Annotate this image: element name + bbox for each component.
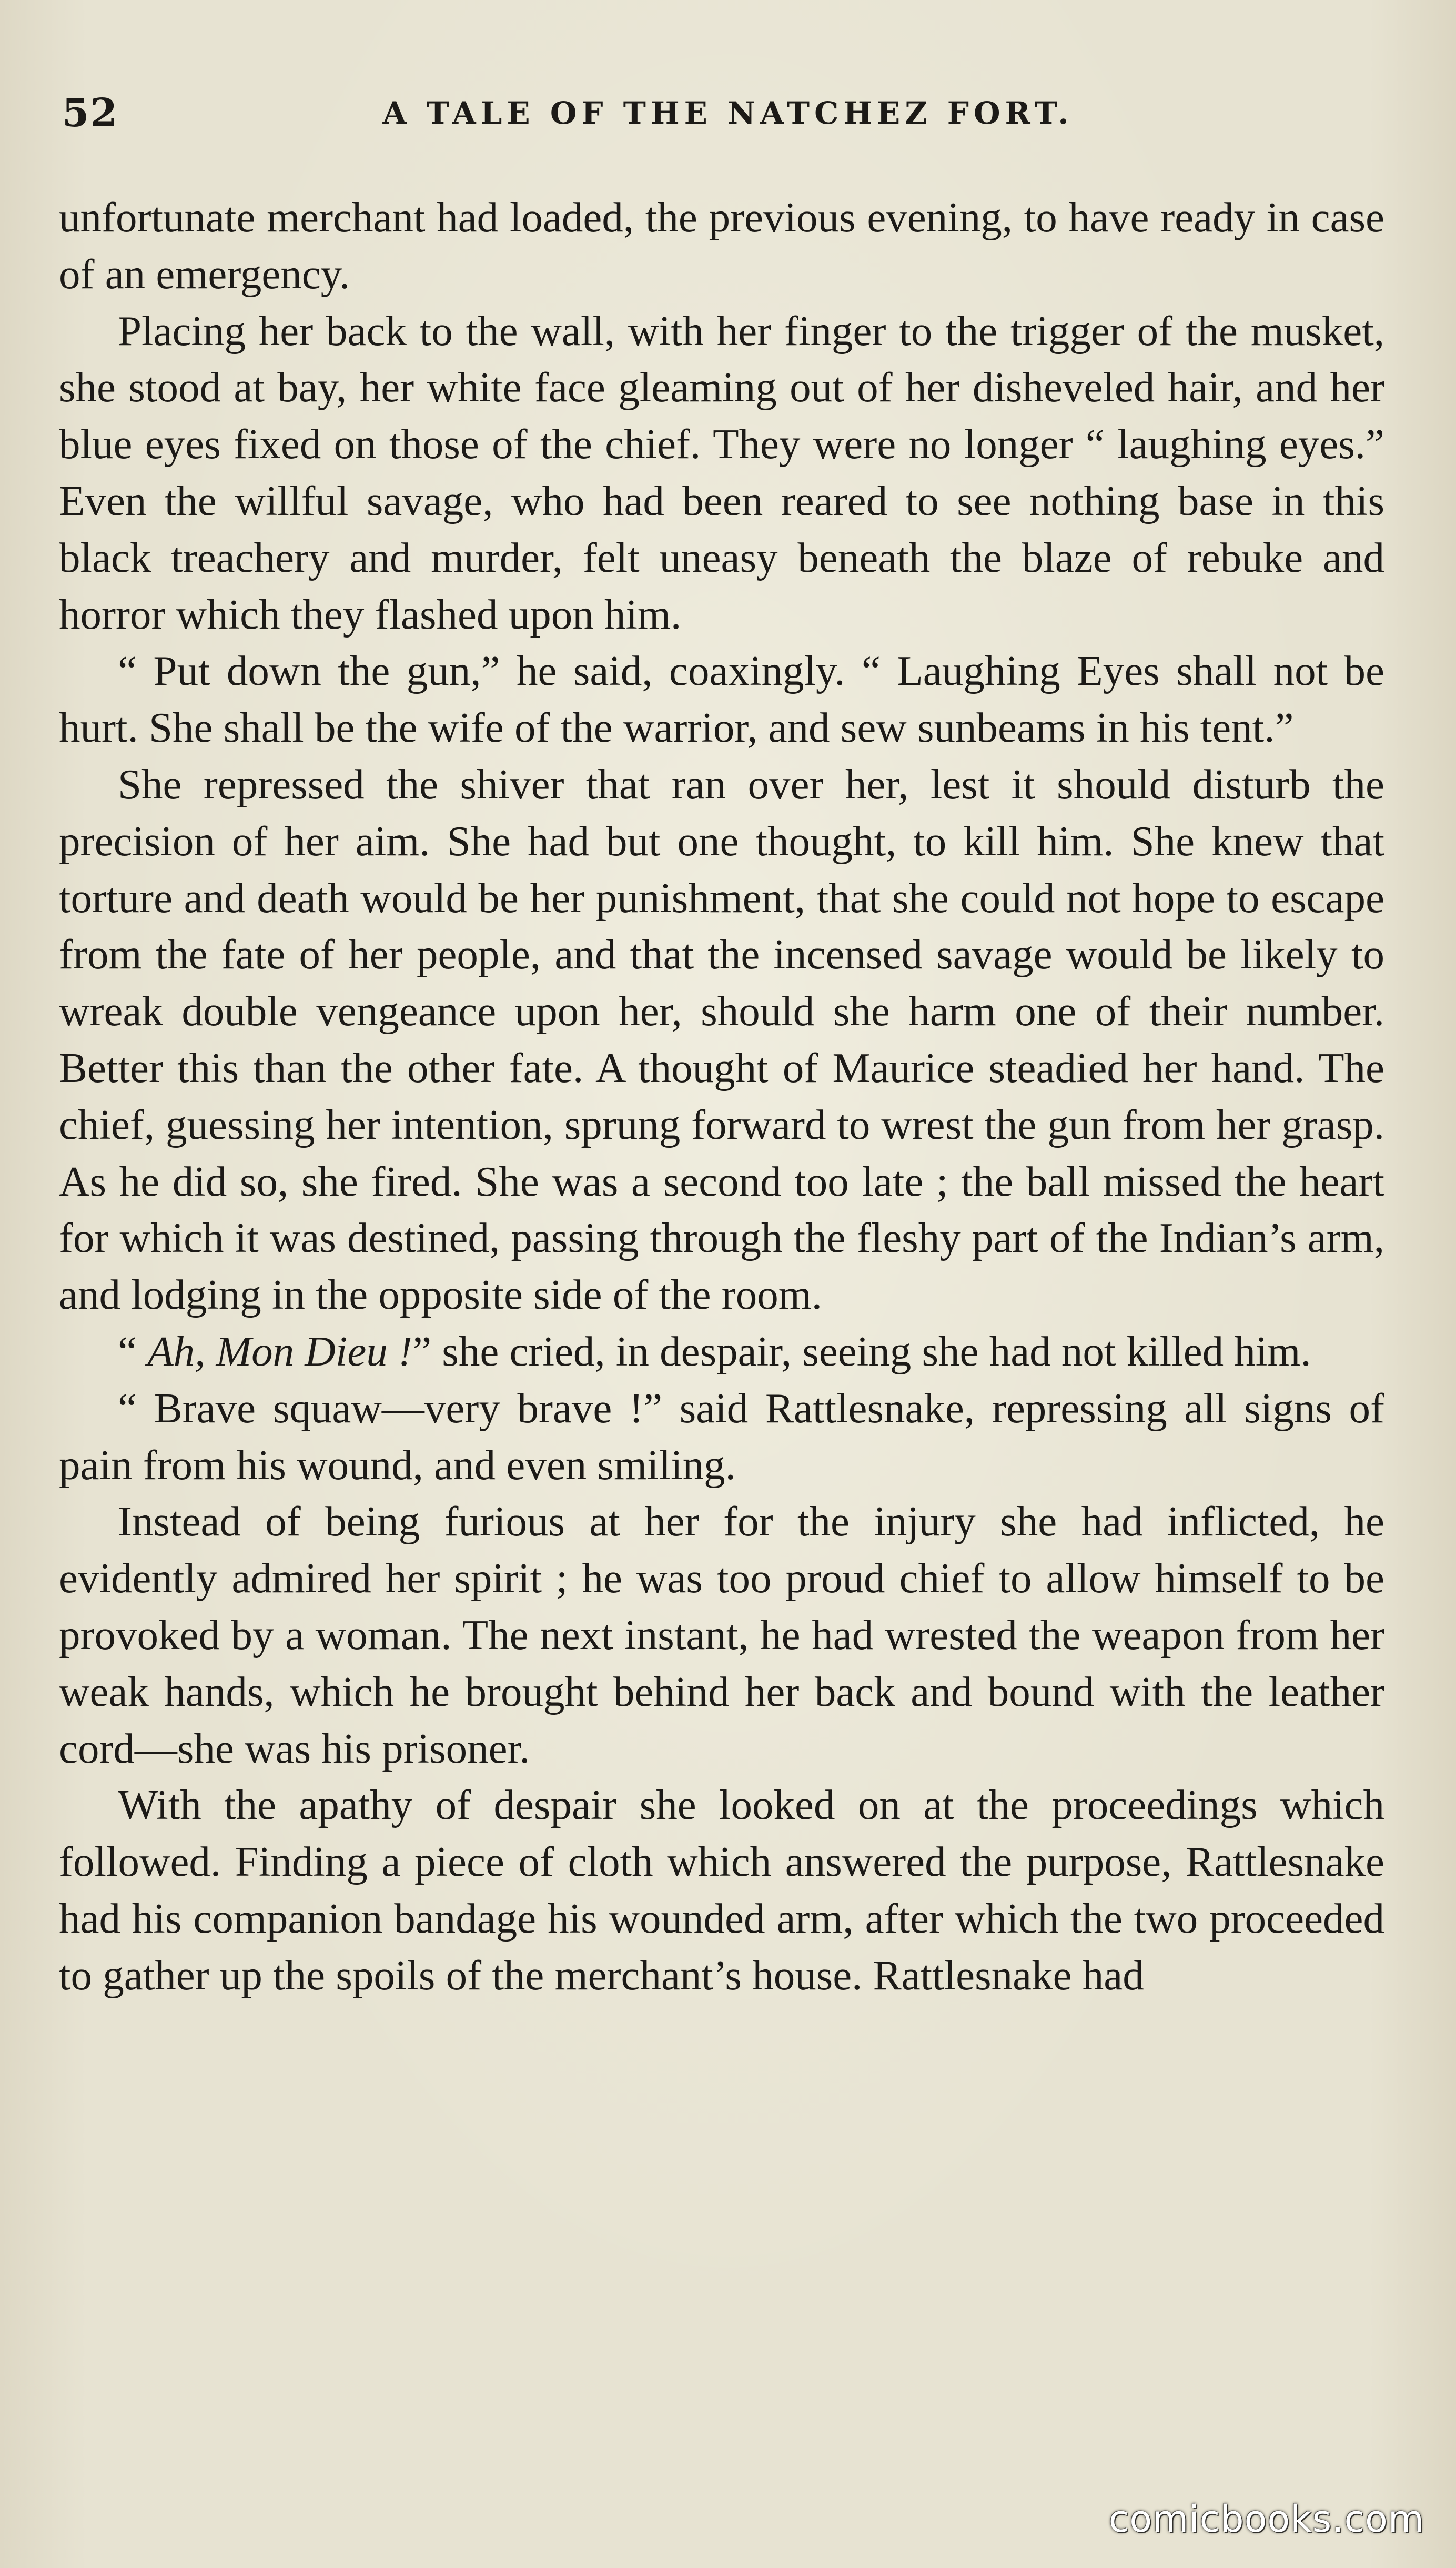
paragraph-continued: unfortunate merchant had loaded, the previous evening, to have ready in case of an emergency. (59, 194, 1384, 298)
paragraph (59, 1323, 1384, 1380)
paragraph: With the apathy of despair she looked on at the proceedings which followed. Finding a piece of cloth which answered the purpose, Rattlesnake had his companion bandage his wounded arm, after which the two proceeded to gather up the spoils of the merchant’s house. Rattlesnake had (59, 1781, 1384, 1999)
paragraph: Instead of being furious at her for the injury she had inflicted, he evidently admired her spirit ; he was too proud chief to allow himself to be provoked by a woman. The next instant, he had wrested the weapon from her weak hands, which he brought behind her back and bound with the leather cord—she was his prisoner. (59, 1498, 1384, 1772)
paragraph-rest: ” she cried, in despair, seeing she had not killed him. (412, 1327, 1311, 1375)
body-text (59, 189, 1384, 2004)
exclamation-italic: Ah, Mon Dieu ! (147, 1327, 413, 1375)
paragraph: Placing her back to the wall, with her finger to the trigger of the musket, she stood at bay, her white face gleaming out of her disheveled hair, and her blue eyes fixed on those of the chief. They were no longer “ laughing eyes.” Even the willful savage, who had been reared to see nothing base in this black treachery and murder, felt uneasy beneath the blaze of rebuke and horror which they flashed upon him. (59, 307, 1384, 638)
running-head (62, 84, 1394, 142)
paragraph: “ Put down the gun,” he said, coaxingly. “ Laughing Eyes shall not be hurt. She shall be the wife of the warrior, and sew sunbeams in his tent.” (59, 647, 1384, 752)
running-title: A TALE OF THE NATCHEZ FORT. (382, 95, 1074, 131)
page-number: 52 (62, 90, 118, 136)
paragraph: “ Brave squaw—very brave !” said Rattlesnake, repressing all signs of pain from his wound, and even smiling. (59, 1384, 1384, 1489)
watermark: comicbooks.com (1108, 2498, 1424, 2541)
open-quote: “ (118, 1327, 148, 1375)
paragraph: She repressed the shiver that ran over her, lest it should disturb the precision of her aim. She had but one thought, to kill him. She knew that torture and death would be her punishment, that she could not hope to escape from the fate of her people, and that the incensed savage would be likely to wreak double vengeance upon her, should she harm one of their number. Better this than the other fate. A thought of Maurice steadied her hand. The chief, guessing her intention, sprung forward to wrest the gun from her grasp. As he did so, she fired. She was a second too late ; the ball missed the heart for which it was destined, passing through the fleshy part of the Indian’s arm, and lodging in the opposite side of the room. (59, 760, 1384, 1319)
